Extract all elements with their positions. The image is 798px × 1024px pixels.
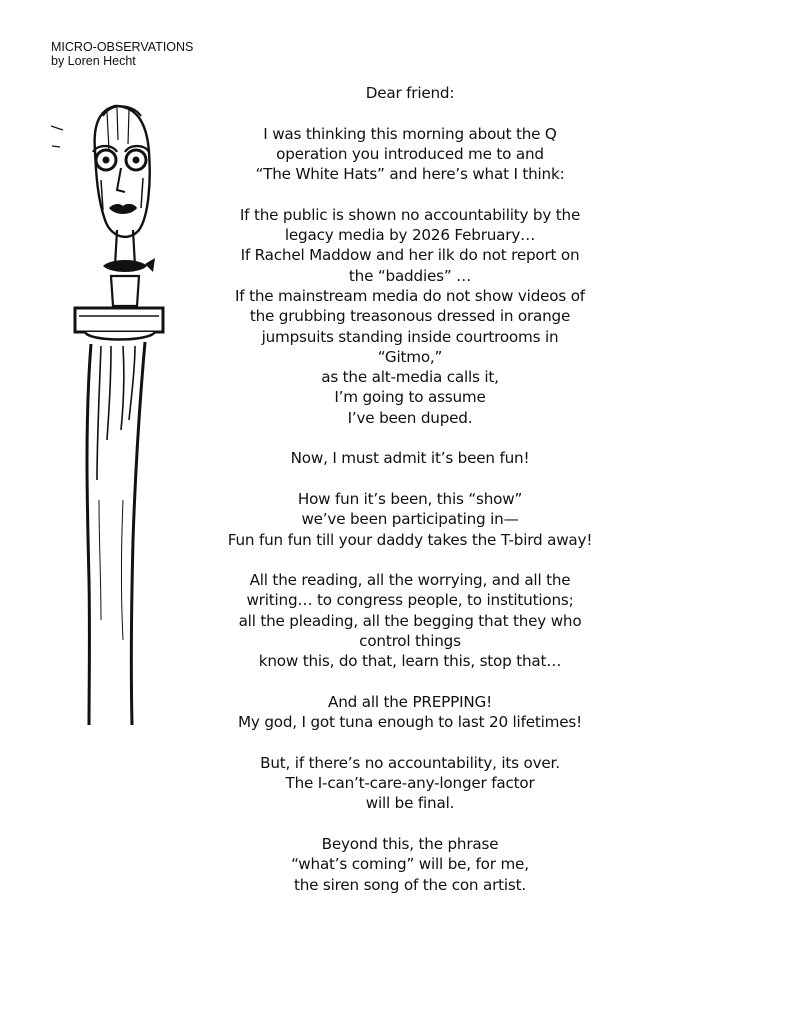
poem-line: the grubbing treasonous dressed in orange (249, 307, 571, 326)
poem-line: I was thinking this morning about the Q (263, 124, 557, 143)
poem-line: operation you introduced me to and (276, 144, 544, 163)
author-byline: by Loren Hecht (51, 54, 136, 68)
poem-line: as the alt-media calls it, (321, 368, 499, 387)
poem-line: we’ve been participating in— (301, 510, 519, 529)
poem-line: know this, do that, learn this, stop that… (258, 652, 562, 671)
stanza-3 (200, 448, 620, 468)
page-header (51, 40, 193, 68)
poem-line: Fun fun fun till your daddy takes the T-bird away! (227, 530, 593, 549)
poem-line: How fun it’s been, this “show” (297, 489, 523, 508)
poem-line: I’ve been duped. (347, 408, 473, 427)
stanza-6 (200, 692, 620, 733)
stanza-greeting (200, 83, 620, 103)
poem-line: “The White Hats” and here’s what I think: (255, 165, 565, 184)
poem-line: If the mainstream media do not show videos of (235, 286, 585, 305)
poem-line: the “baddies” … (348, 266, 472, 285)
poem-line: But, if there’s no accountability, its over. (260, 753, 560, 772)
poem-line: All the reading, all the worrying, and all the (249, 571, 571, 590)
poem-line: all the pleading, all the begging that they who (238, 611, 582, 630)
poem-line: “what’s coming” will be, for me, (291, 855, 529, 874)
poem-line: jumpsuits standing inside courtrooms in (261, 327, 559, 346)
stanza-5 (200, 570, 620, 671)
poem-line: the siren song of the con artist. (293, 875, 527, 894)
poem-line: writing… to congress people, to institutions; (246, 591, 574, 610)
poem-line: will be final. (365, 794, 455, 813)
stanza-1 (200, 124, 620, 185)
poem-line: control things (359, 632, 461, 651)
poem-line: legacy media by 2026 February… (284, 226, 536, 245)
poem-line: The I-can’t-care-any-longer factor (285, 774, 535, 793)
series-title: MICRO-OBSERVATIONS (51, 40, 194, 54)
poem-line: If Rachel Maddow and her ilk do not report on (240, 246, 580, 265)
stanza-8 (200, 834, 620, 895)
stanza-7 (200, 753, 620, 814)
stanza-2 (200, 205, 620, 428)
poem-line: Dear friend: (365, 84, 455, 102)
poem-line: My god, I got tuna enough to last 20 lifetimes! (238, 713, 582, 732)
poem-line: I’m going to assume (334, 388, 486, 407)
poem-line: If the public is shown no accountability by the (239, 205, 581, 224)
pillar-figure-illustration (45, 80, 165, 730)
poem-body (200, 83, 620, 915)
poem-line: “Gitmo,” (377, 347, 443, 366)
poem-line: And all the PREPPING! (328, 692, 492, 711)
poem-line: Now, I must admit it’s been fun! (290, 449, 530, 468)
stanza-4 (200, 489, 620, 550)
poem-line: Beyond this, the phrase (321, 834, 499, 853)
